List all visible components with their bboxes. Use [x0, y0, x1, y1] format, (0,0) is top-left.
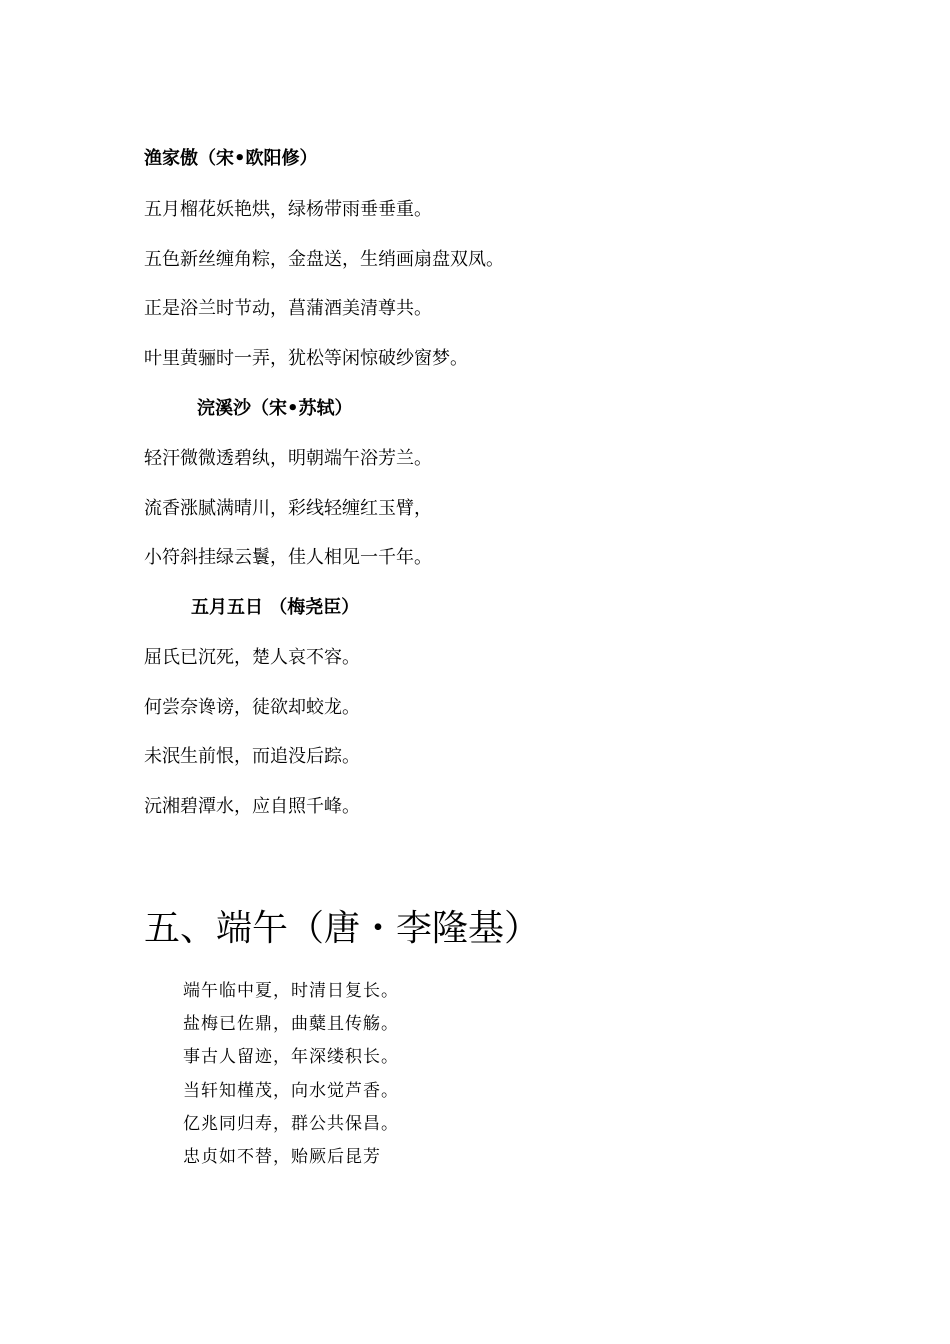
poem-line: 正是浴兰时节动，菖蒲酒美清尊共。	[144, 298, 432, 319]
poem-title-wuyuewuri: 五月五日 （梅尧臣）	[191, 597, 360, 618]
poem-line: 何尝奈谗谤，徒欲却蛟龙。	[144, 697, 360, 718]
poem-title-yujiaao: 渔家傲（宋•欧阳修）	[144, 148, 318, 169]
poem-line: 轻汗微微透碧纨，明朝端午浴芳兰。	[144, 448, 432, 469]
poem-line: 流香涨腻满晴川，彩线轻缠红玉臂，	[144, 498, 432, 519]
poem-line: 当轩知槿茂，向水觉芦香。	[183, 1081, 399, 1101]
poem-line: 五月榴花妖艳烘，绿杨带雨垂垂重。	[144, 199, 432, 220]
poem-line: 亿兆同归寿，群公共保昌。	[183, 1114, 399, 1134]
poem-title-huanxisha: 浣溪沙（宋•苏轼）	[197, 398, 353, 419]
section-heading: 五、端午（唐・李隆基）	[144, 908, 541, 949]
poem-line: 忠贞如不替，贻厥后昆芳	[183, 1147, 381, 1167]
poem-line: 小符斜挂绿云鬟，佳人相见一千年。	[144, 547, 432, 568]
poem-line: 事古人留迹，年深缕积长。	[183, 1047, 399, 1067]
poem-line: 屈氏已沉死，楚人哀不容。	[144, 647, 360, 668]
poem-line: 未泯生前恨，而追没后踪。	[144, 746, 360, 767]
poem-line: 五色新丝缠角粽，金盘送，生绡画扇盘双凤。	[144, 249, 504, 270]
poem-line: 盐梅已佐鼎，曲糵且传觞。	[183, 1014, 399, 1034]
poem-line: 端午临中夏，时清日复长。	[183, 981, 399, 1001]
poem-line: 沅湘碧潭水，应自照千峰。	[144, 796, 360, 817]
poem-line: 叶里黄骊时一弄，犹松等闲惊破纱窗梦。	[144, 348, 468, 369]
